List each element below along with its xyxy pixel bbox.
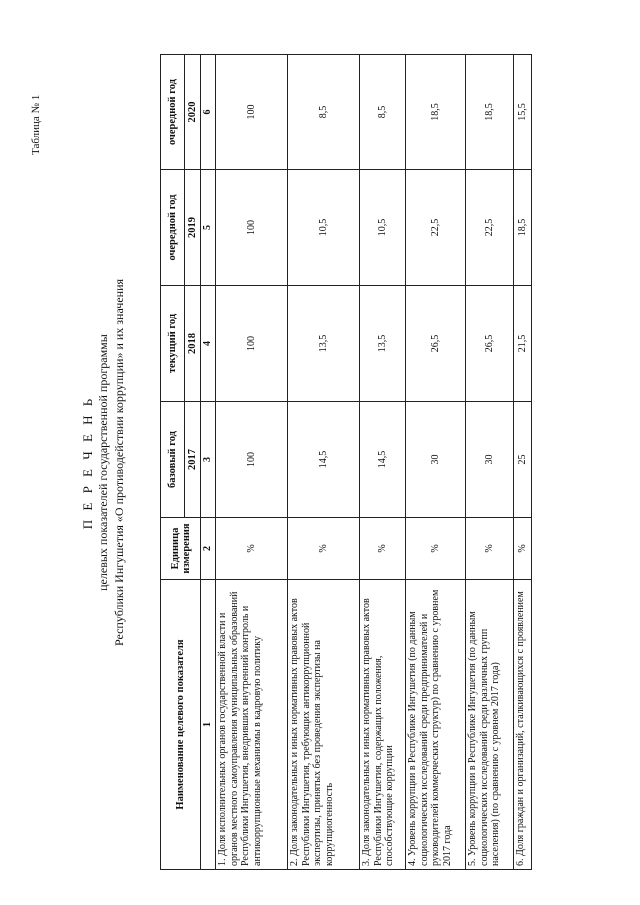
- value-2017: 30: [406, 402, 466, 518]
- value-2019: 22,5: [466, 170, 514, 286]
- value-2019: 100: [216, 170, 288, 286]
- col-number: 5: [201, 170, 216, 286]
- value-2018: 26,5: [466, 286, 514, 402]
- value-2020: 100: [216, 55, 288, 170]
- col-number: 4: [201, 286, 216, 402]
- value-2017: 100: [216, 402, 288, 518]
- value-2020: 15,5: [514, 55, 532, 170]
- year-2019: 2019: [185, 170, 201, 286]
- document-title: П Е Р Е Ч Е Н Ь: [80, 395, 95, 530]
- value-2020: 8,5: [288, 55, 360, 170]
- indicator-unit: %: [216, 518, 288, 580]
- indicator-name: 3. Доля законодательных и иных нормативных правовых актов Республики Ингушетия, содержащих положения, способствующие коррупции: [360, 580, 406, 870]
- value-2018: 26,5: [406, 286, 466, 402]
- indicator-unit: %: [288, 518, 360, 580]
- value-2020: 8,5: [360, 55, 406, 170]
- value-2018: 100: [216, 286, 288, 402]
- header-base-year: базовый год: [161, 402, 185, 518]
- table-row: [216, 55, 288, 870]
- indicators-table: [160, 54, 532, 870]
- table-row: [406, 55, 466, 870]
- table-row: [288, 55, 360, 870]
- header-unit: Единица измерения: [161, 518, 201, 580]
- col-number: 6: [201, 55, 216, 170]
- indicator-name: 6. Доля граждан и организаций, сталкивающихся с проявлением: [514, 580, 532, 870]
- col-number: 3: [201, 402, 216, 518]
- header-next-year-2: очередной год: [161, 55, 185, 170]
- indicator-unit: %: [360, 518, 406, 580]
- year-2018: 2018: [185, 286, 201, 402]
- indicator-name: 1. Доля исполнительных органов государственной власти и органов местного самоуправления муниципальных образований Республики Ингушетия, внедривших внутренний контроль и антикоррупционные механизмы в кадровую политику: [216, 580, 288, 870]
- col-number: 2: [201, 518, 216, 580]
- indicator-name: 4. Уровень коррупции в Республике Ингушетия (по данным социологических исследований среди предпринимателей и руководителей коммерческих структур) по сравнению с уровнем 2017 года: [406, 580, 466, 870]
- document-subtitle: целевых показателей государственной программы: [96, 334, 110, 591]
- header-next-year: очередной год: [161, 170, 185, 286]
- header-current-year: текущий год: [161, 286, 185, 402]
- rotated-page: [30, 55, 605, 870]
- table-row: [514, 55, 532, 870]
- value-2019: 18,5: [514, 170, 532, 286]
- indicator-name: 2. Доля законодательных и иных нормативных правовых актов Республики Ингушетия, требующих антикоррупционной экспертизы, принятых без проведения экспертизы на коррупциогенность: [288, 580, 360, 870]
- table-row: [360, 55, 406, 870]
- value-2017: 14,5: [288, 402, 360, 518]
- indicator-name: 5. Уровень коррупции в Республике Ингушетия (по данным социологических исследований среди различных групп населения) (по сравнению с уровнем 2017 года): [466, 580, 514, 870]
- indicator-unit: %: [406, 518, 466, 580]
- year-2017: 2017: [185, 402, 201, 518]
- table-row: [466, 55, 514, 870]
- value-2018: 21,5: [514, 286, 532, 402]
- value-2020: 18,5: [466, 55, 514, 170]
- document-subtitle-2: Республики Ингушетия «О противодействии коррупции» и их значения: [112, 278, 126, 647]
- value-2019: 10,5: [288, 170, 360, 286]
- value-2019: 10,5: [360, 170, 406, 286]
- value-2020: 18,5: [406, 55, 466, 170]
- indicator-unit: %: [514, 518, 532, 580]
- table-number: Таблица № 1: [30, 94, 42, 155]
- value-2019: 22,5: [406, 170, 466, 286]
- value-2017: 14,5: [360, 402, 406, 518]
- value-2017: 25: [514, 402, 532, 518]
- value-2018: 13,5: [288, 286, 360, 402]
- value-2018: 13,5: [360, 286, 406, 402]
- indicator-unit: %: [466, 518, 514, 580]
- value-2017: 30: [466, 402, 514, 518]
- col-number: 1: [201, 580, 216, 870]
- year-2020: 2020: [185, 55, 201, 170]
- header-name: Наименование целевого показателя: [161, 580, 201, 870]
